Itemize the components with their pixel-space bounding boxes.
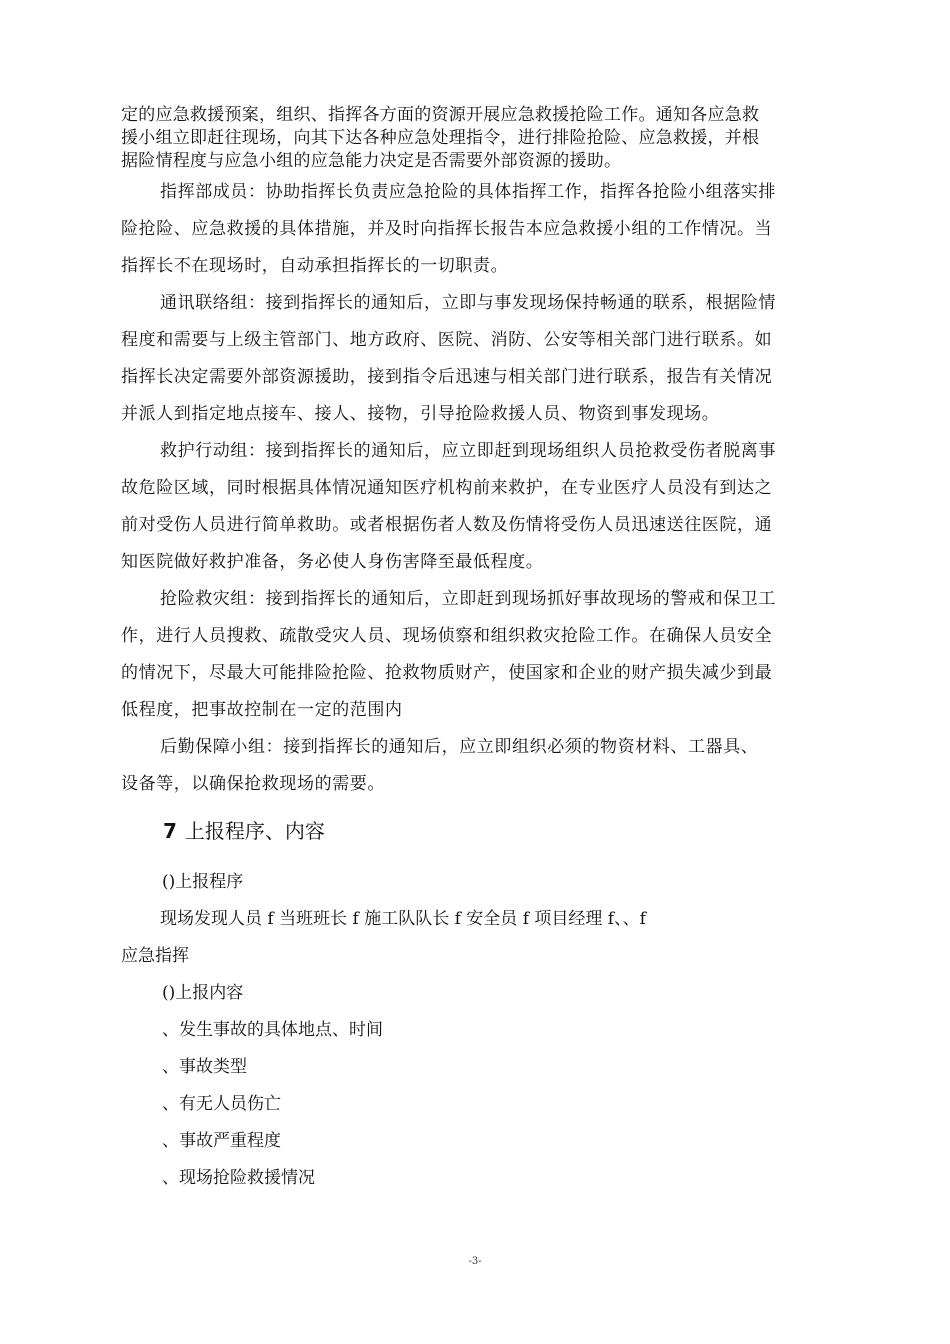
- page-number: -3-: [468, 1256, 482, 1267]
- paragraph-line: 并派人到指定地点接车、接人、接物，引导抢险救援人员、物资到事发现场。: [121, 404, 720, 424]
- section-number: 7: [163, 819, 177, 843]
- paragraph-line: 前对受伤人员进行简单救助。或者根据伤者人数及伤情将受伤人员迅速送往医院，通: [121, 515, 773, 535]
- paragraph-line: 通讯联络组：接到指挥长的通知后，立即与事发现场保持畅通的联系，根据险情: [160, 293, 776, 313]
- paragraph-line: 据险情程度与应急小组的应急能力决定是否需要外部资源的援助。: [121, 151, 622, 171]
- paragraph-line: 指挥长不在现场时，自动承担指挥长的一切职责。: [121, 256, 509, 276]
- list-item: 、事故严重程度: [162, 1131, 281, 1151]
- report-flow-line: 应急指挥: [121, 946, 189, 966]
- list-item: 、事故类型: [162, 1057, 247, 1077]
- section-heading: [163, 819, 325, 843]
- paragraph-line: 抢险救灾组：接到指挥长的通知后，立即赶到现场抓好事故现场的警戒和保卫工: [160, 589, 776, 609]
- list-item: 、发生事故的具体地点、时间: [162, 1020, 383, 1040]
- list-item: 、现场抢险救援情况: [162, 1168, 315, 1188]
- paragraph-line: 低程度，把事故控制在一定的范围内: [121, 700, 403, 720]
- paragraph-line: 指挥长决定需要外部资源援助，接到指令后迅速与相关部门进行联系，报告有关情况: [121, 367, 773, 387]
- report-flow-line: 现场发现人员 f 当班班长 f 施工队队长 f 安全员 f 项目经理 f、、f: [160, 909, 646, 929]
- subsection-label: ()上报内容: [162, 983, 244, 1003]
- paragraph-line: 作，进行人员搜救、疏散受灾人员、现场侦察和组织救灾抢险工作。在确保人员安全: [121, 626, 773, 646]
- paragraph-line: 后勤保障小组：接到指挥长的通知后，应立即组织必须的物资材料、工器具、: [160, 737, 759, 757]
- paragraph-line: 程度和需要与上级主管部门、地方政府、医院、消防、公安等相关部门进行联系。如: [121, 330, 773, 350]
- paragraph-line: 定的应急救援预案，组织、指挥各方面的资源开展应急救援抢险工作。通知各应急救: [121, 105, 760, 125]
- list-item: 、有无人员伤亡: [162, 1094, 281, 1114]
- paragraph-line: 救护行动组：接到指挥长的通知后，应立即赶到现场组织人员抢救受伤者脱离事: [160, 441, 776, 461]
- paragraph-line: 故危险区域，同时根据具体情况通知医疗机构前来救护，在专业医疗人员没有到达之: [121, 478, 773, 498]
- paragraph-line: 指挥部成员：协助指挥长负责应急抢险的具体指挥工作，指挥各抢险小组落实排: [160, 182, 776, 202]
- paragraph-line: 的情况下，尽最大可能排险抢险、抢救物质财产，使国家和企业的财产损失减少到最: [121, 663, 773, 683]
- section-title: 上报程序、内容: [184, 819, 325, 843]
- paragraph-line: 知医院做好救护准备，务必使人身伤害降至最低程度。: [121, 552, 544, 572]
- paragraph-line: 险抢险、应急救援的具体措施，并及时向指挥长报告本应急救援小组的工作情况。当: [121, 219, 773, 239]
- subsection-label: ()上报程序: [162, 872, 244, 892]
- paragraph-line: 援小组立即赶往现场，向其下达各种应急处理指令，进行排险抢险、应急救援，并根: [121, 128, 760, 148]
- paragraph-line: 设备等，以确保抢救现场的需要。: [121, 774, 385, 794]
